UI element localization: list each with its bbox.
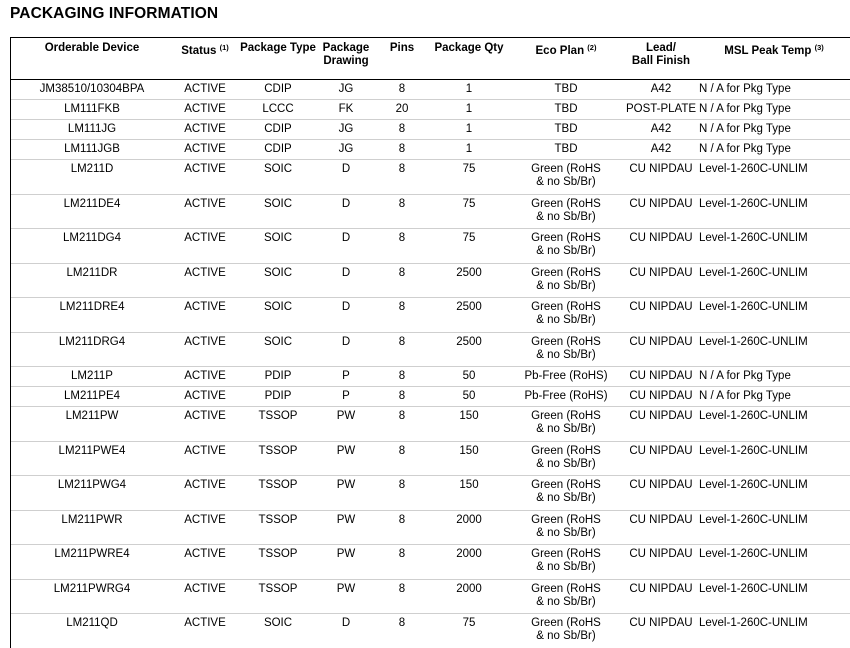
cell-msl-peak-temp: N / A for Pkg Type [697,100,850,120]
table-row [11,367,850,387]
cell-device: LM211DG4 [11,229,173,264]
cell-msl-peak-temp: Level-1-260C-UNLIM [697,476,850,511]
cell-package-type: LCCC [237,100,319,120]
cell-msl-peak-temp: Level-1-260C-UNLIM [697,407,850,442]
column-header-eco-plan: Eco Plan $^{(2)}$ [507,38,625,80]
cell-package-qty: 2000 [431,545,507,580]
cell-status: ACTIVE [173,510,237,545]
cell-pins: 8 [373,510,431,545]
table-row [11,387,850,407]
cell-lead-finish: A42 [625,120,697,140]
cell-pins: 8 [373,545,431,580]
cell-msl-peak-temp: Level-1-260C-UNLIM [697,229,850,264]
cell-msl-peak-temp: Level-1-260C-UNLIM [697,579,850,614]
table-row [11,263,850,298]
cell-status: ACTIVE [173,407,237,442]
cell-status: ACTIVE [173,441,237,476]
cell-pins: 8 [373,614,431,648]
cell-package-drawing: D [319,194,373,229]
table-row [11,100,850,120]
cell-eco-plan: Green (RoHS & no Sb/Br) [507,441,625,476]
cell-eco-plan: TBD [507,120,625,140]
cell-status: ACTIVE [173,367,237,387]
cell-package-drawing: PW [319,407,373,442]
cell-package-drawing: FK [319,100,373,120]
cell-lead-finish: CU NIPDAU [625,387,697,407]
cell-pins: 20 [373,100,431,120]
cell-pins: 8 [373,476,431,511]
cell-device: LM111JGB [11,140,173,160]
table-row [11,545,850,580]
cell-package-qty: 2500 [431,298,507,333]
cell-package-drawing: JG [338,83,354,95]
cell-package-type: SOIC [237,160,319,195]
cell-device: LM211DR [11,263,173,298]
cell-eco-plan: Green (RoHS & no Sb/Br) [507,298,625,333]
cell-status: ACTIVE [173,100,237,120]
cell-device: LM211PWRE4 [11,545,173,580]
cell-eco-plan: TBD [554,83,578,95]
cell-device: JM38510/10304BPA [39,83,145,95]
cell-package-type: SOIC [237,614,319,648]
cell-lead-finish: CU NIPDAU [625,367,697,387]
cell-eco-plan: Green (RoHS & no Sb/Br) [507,476,625,511]
cell-package-drawing: PW [319,476,373,511]
table-header-row [11,38,850,80]
cell-status: ACTIVE [184,83,226,95]
cell-package-qty: 2500 [431,263,507,298]
cell-status: ACTIVE [173,194,237,229]
cell-package-type: TSSOP [237,407,319,442]
cell-package-qty: 1 [431,140,507,160]
cell-eco-plan: Pb-Free (RoHS) [507,367,625,387]
cell-package-qty: 75 [431,614,507,648]
cell-msl-peak-temp: Level-1-260C-UNLIM [697,614,850,648]
cell-device: LM211PWR [11,510,173,545]
cell-device: LM211PWG4 [11,476,173,511]
cell-status: ACTIVE [173,579,237,614]
cell-device: LM211PW [11,407,173,442]
cell-package-drawing: PW [319,579,373,614]
cell-pins: 8 [398,83,406,95]
cell-package-drawing: P [319,367,373,387]
cell-device: LM211PWE4 [11,441,173,476]
table-row [11,120,850,140]
cell-lead-finish: CU NIPDAU [625,263,697,298]
cell-msl-peak-temp: Level-1-260C-UNLIM [697,298,850,333]
column-header-device: Orderable Device [11,38,173,80]
cell-lead-finish: CU NIPDAU [625,229,697,264]
column-header-package-qty: Package Qty [431,38,507,80]
cell-msl-peak-temp: Level-1-260C-UNLIM [697,194,850,229]
cell-package-qty: 1 [465,83,473,95]
cell-package-type: TSSOP [237,579,319,614]
cell-eco-plan: Pb-Free (RoHS) [507,387,625,407]
cell-lead-finish: CU NIPDAU [625,160,697,195]
footnote-marker: (2) [587,43,597,52]
cell-status: ACTIVE [173,545,237,580]
cell-device: LM211DRG4 [11,332,173,367]
cell-package-qty: 150 [431,441,507,476]
cell-lead-finish: A42 [625,140,697,160]
table-body [11,80,850,648]
table-row [11,160,850,195]
cell-eco-plan: Green (RoHS & no Sb/Br) [507,407,625,442]
cell-package-drawing: PW [319,510,373,545]
cell-package-drawing: PW [319,545,373,580]
cell-status: ACTIVE [173,332,237,367]
cell-pins: 8 [373,160,431,195]
cell-package-type: SOIC [237,298,319,333]
table-row [11,332,850,367]
cell-pins: 8 [373,367,431,387]
cell-lead-finish: CU NIPDAU [625,194,697,229]
cell-package-drawing: PW [319,441,373,476]
cell-lead-finish: CU NIPDAU [625,441,697,476]
cell-package-type: CDIP [237,120,319,140]
cell-pins: 8 [373,229,431,264]
cell-package-type: TSSOP [237,510,319,545]
cell-device: LM111FKB [11,100,173,120]
cell-package-type: SOIC [237,229,319,264]
cell-package-qty: 2000 [431,579,507,614]
cell-msl-peak-temp: Level-1-260C-UNLIM [697,510,850,545]
cell-eco-plan: Green (RoHS & no Sb/Br) [507,229,625,264]
cell-eco-plan: TBD [507,140,625,160]
packaging-table [11,38,850,648]
cell-package-qty: 75 [431,160,507,195]
cell-pins: 8 [373,298,431,333]
cell-package-drawing: D [319,332,373,367]
cell-package-drawing: D [319,614,373,648]
cell-package-qty: 2500 [431,332,507,367]
cell-package-drawing: P [319,387,373,407]
cell-package-qty: 2000 [431,510,507,545]
cell-device: LM211P [11,367,173,387]
page-title: PACKAGING INFORMATION [10,5,219,22]
cell-pins: 8 [373,579,431,614]
cell-package-qty: 50 [431,367,507,387]
cell-package-type: CDIP [237,140,319,160]
table-row [11,229,850,264]
cell-device: LM211D [11,160,173,195]
table-row [11,298,850,333]
cell-package-type: SOIC [237,332,319,367]
cell-device: LM211DRE4 [11,298,173,333]
cell-lead-finish: CU NIPDAU [625,298,697,333]
cell-package-qty: 1 [431,100,507,120]
cell-msl-peak-temp: N / A for Pkg Type [697,387,850,407]
cell-pins: 8 [373,387,431,407]
cell-msl-peak-temp: Level-1-260C-UNLIM [697,263,850,298]
cell-eco-plan: Green (RoHS & no Sb/Br) [507,510,625,545]
cell-device: LM211PWRG4 [11,579,173,614]
cell-pins: 8 [373,140,431,160]
cell-msl-peak-temp: Level-1-260C-UNLIM [697,160,850,195]
cell-msl-peak-temp: N / A for Pkg Type [697,367,850,387]
cell-package-qty: 150 [431,407,507,442]
cell-msl-peak-temp: Level-1-260C-UNLIM [697,545,850,580]
cell-lead-finish: CU NIPDAU [625,614,697,648]
cell-status: ACTIVE [173,120,237,140]
cell-status: ACTIVE [173,263,237,298]
table-row [11,441,850,476]
cell-eco-plan: Green (RoHS & no Sb/Br) [507,614,625,648]
cell-pins: 8 [373,263,431,298]
cell-lead-finish: A42 [650,83,672,95]
cell-package-type: TSSOP [237,441,319,476]
cell-package-type: CDIP [264,83,292,95]
cell-status: ACTIVE [173,614,237,648]
cell-lead-finish: CU NIPDAU [625,579,697,614]
cell-device: LM111JG [11,120,173,140]
table-row [11,510,850,545]
cell-eco-plan: TBD [507,100,625,120]
cell-package-qty: 75 [431,194,507,229]
cell-lead-finish: CU NIPDAU [625,332,697,367]
cell-eco-plan: Green (RoHS & no Sb/Br) [507,194,625,229]
cell-status: ACTIVE [173,298,237,333]
cell-package-type: SOIC [237,263,319,298]
cell-pins: 8 [373,441,431,476]
column-header-package-drawing: Package Drawing [319,38,373,80]
cell-pins: 8 [373,332,431,367]
cell-lead-finish: POST-PLATE [625,100,697,120]
column-header-status: Status $^{(1)}$ [173,38,237,80]
cell-msl-peak-temp: Level-1-260C-UNLIM [697,332,850,367]
table-row [11,476,850,511]
cell-package-type: PDIP [237,367,319,387]
column-header-msl-peak-temp: MSL Peak Temp $^{(3)}$ [697,38,850,80]
cell-device: LM211DE4 [11,194,173,229]
column-header-pins: Pins [373,38,431,80]
table-row [11,614,850,648]
cell-eco-plan: Green (RoHS & no Sb/Br) [507,160,625,195]
column-header-package-type: Package Type [237,38,319,80]
footnote-marker: (3) [814,43,824,52]
cell-package-drawing: JG [319,120,373,140]
cell-lead-finish: CU NIPDAU [625,407,697,442]
table-row [11,194,850,229]
cell-eco-plan: Green (RoHS & no Sb/Br) [507,545,625,580]
cell-package-drawing: D [319,298,373,333]
cell-lead-finish: CU NIPDAU [625,545,697,580]
cell-status: ACTIVE [173,387,237,407]
cell-eco-plan: Green (RoHS & no Sb/Br) [507,579,625,614]
cell-package-drawing: JG [319,140,373,160]
cell-msl-peak-temp: N / A for Pkg Type [697,120,850,140]
table-row [11,80,850,100]
cell-msl-peak-temp: N / A for Pkg Type [697,140,850,160]
cell-package-drawing: D [319,263,373,298]
cell-msl-peak-temp: Level-1-260C-UNLIM [697,441,850,476]
table-row [11,579,850,614]
footnote-marker: (1) [219,43,229,52]
cell-pins: 8 [373,194,431,229]
cell-device: LM211QD [11,614,173,648]
cell-package-drawing: D [319,229,373,264]
cell-status: ACTIVE [173,140,237,160]
cell-package-drawing: D [319,160,373,195]
column-header-lead-finish: Lead/ Ball Finish [625,38,697,80]
cell-eco-plan: Green (RoHS & no Sb/Br) [507,263,625,298]
cell-lead-finish: CU NIPDAU [625,510,697,545]
cell-package-type: SOIC [237,194,319,229]
cell-package-type: TSSOP [237,476,319,511]
cell-package-qty: 150 [431,476,507,511]
cell-package-qty: 50 [431,387,507,407]
table-row [11,140,850,160]
cell-status: ACTIVE [173,229,237,264]
cell-pins: 8 [373,120,431,140]
packaging-table-container [10,37,850,648]
cell-msl-peak-temp: N / A for Pkg Type [699,83,791,95]
cell-package-type: TSSOP [237,545,319,580]
table-row [11,407,850,442]
cell-status: ACTIVE [173,160,237,195]
cell-lead-finish: CU NIPDAU [625,476,697,511]
cell-device: LM211PE4 [11,387,173,407]
cell-package-type: PDIP [237,387,319,407]
cell-package-qty: 1 [431,120,507,140]
cell-status: ACTIVE [173,476,237,511]
cell-eco-plan: Green (RoHS & no Sb/Br) [507,332,625,367]
cell-package-qty: 75 [431,229,507,264]
cell-pins: 8 [373,407,431,442]
